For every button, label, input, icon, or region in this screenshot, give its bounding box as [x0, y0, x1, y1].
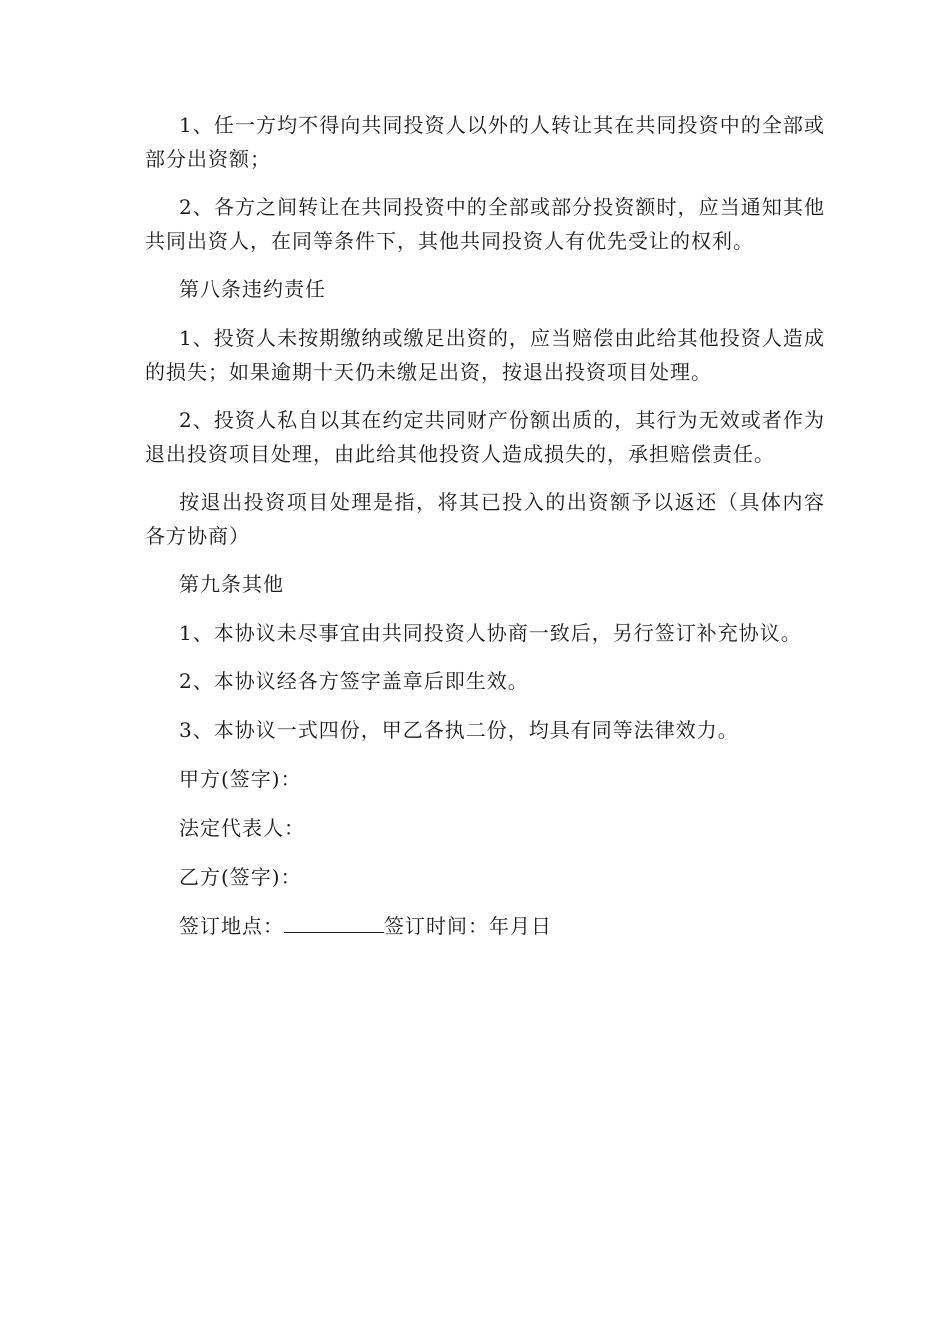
- clause-8-item-1: 1、投资人未按期缴纳或缴足出资的，应当赔偿由此给其他投资人造成的损失；如果逾期十天仍未缴足出资，按退出投资项目处理。: [145, 326, 825, 384]
- signing-time-label: 签订时间：年月日: [384, 914, 552, 938]
- document-page: [145, 108, 825, 958]
- signing-place-blank: [284, 910, 384, 933]
- clause-8-item-2: 2、投资人私自以其在约定共同财产份额出质的，其行为无效或者作为退出投资项目处理，由此给其他投资人造成损失的，承担赔偿责任。: [145, 408, 825, 466]
- party-b-signature-label: 乙方(签字)：: [179, 865, 302, 889]
- clause-9-item-3: 3、本协议一式四份，甲乙各执二份，均具有同等法律效力。: [179, 718, 739, 742]
- article-9-heading: 第九条其他: [179, 572, 284, 596]
- signing-info-line: [145, 909, 825, 943]
- clause-9-item-2: 2、本协议经各方签字盖章后即生效。: [179, 669, 529, 693]
- article-8-heading: 第八条违约责任: [179, 277, 326, 301]
- clause-9-item-1: 1、本协议未尽事宜由共同投资人协商一致后，另行签订补充协议。: [179, 621, 802, 645]
- legal-representative-label: 法定代表人：: [179, 816, 305, 840]
- clause-8-note: 按退出投资项目处理是指，将其已投入的出资额予以返还（具体内容各方协商）: [145, 490, 825, 548]
- signing-place-label: 签订地点：: [179, 914, 284, 938]
- party-a-signature-label: 甲方(签字)：: [179, 767, 302, 791]
- clause-7-item-2: 2、各方之间转让在共同投资中的全部或部分投资额时，应当通知其他共同出资人，在同等条件下，其他共同投资人有优先受让的权利。: [145, 195, 825, 253]
- clause-7-item-1: 1、任一方均不得向共同投资人以外的人转让其在共同投资中的全部或部分出资额；: [145, 113, 825, 171]
